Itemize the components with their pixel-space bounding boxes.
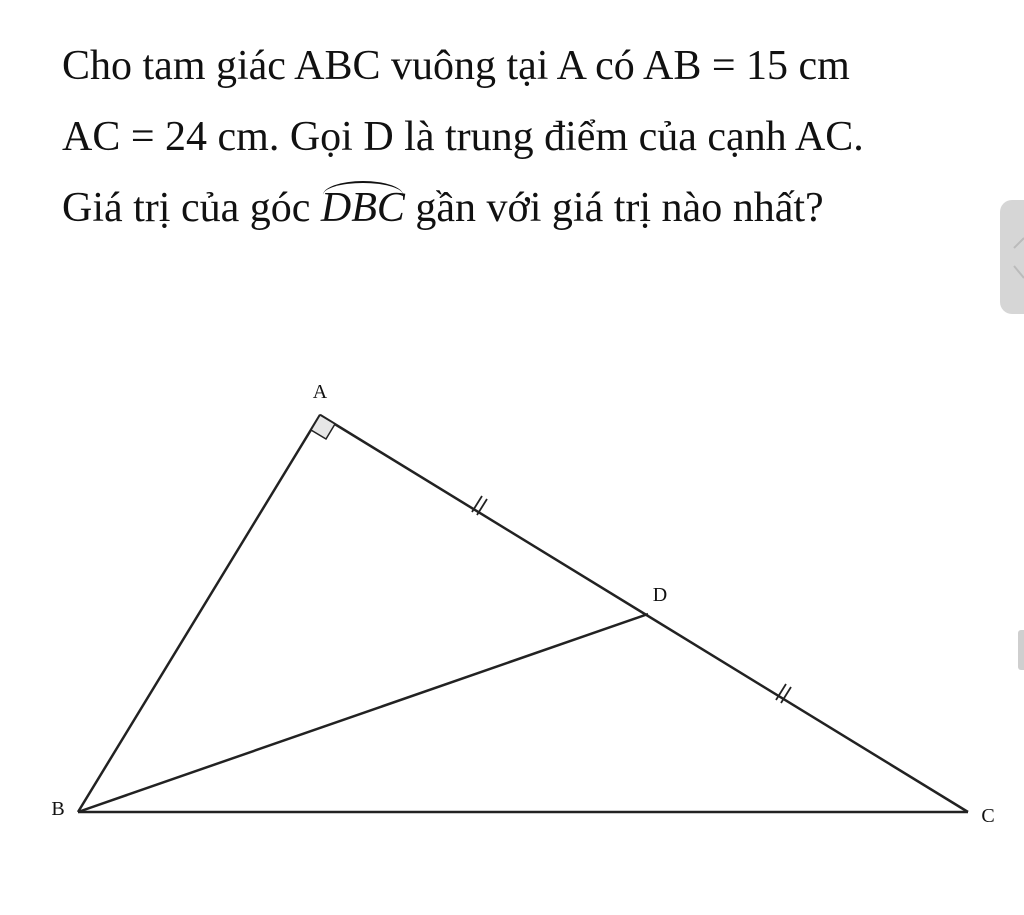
problem-line-3-start: Giá trị của góc — [62, 185, 321, 231]
tick-mark-dc — [776, 684, 791, 703]
side-ab — [78, 415, 320, 812]
side-ac — [320, 415, 968, 812]
tick-mark-ad — [472, 496, 487, 515]
problem-line-1: Cho tam giác ABC vuông tại A có AB = 15 cm — [62, 43, 850, 89]
right-angle-marker — [311, 415, 335, 439]
label-b: B — [51, 798, 65, 820]
angle-dbc: DBC — [320, 185, 405, 231]
problem-line-2: AC = 24 cm. Gọi D là trung điểm của cạnh AC. — [62, 114, 864, 160]
label-a: A — [312, 381, 328, 403]
problem-line-3-end: gần với giá trị nào nhất? — [404, 185, 824, 231]
segment-bd — [78, 614, 648, 812]
label-d: D — [652, 584, 668, 606]
label-c: C — [981, 805, 995, 827]
